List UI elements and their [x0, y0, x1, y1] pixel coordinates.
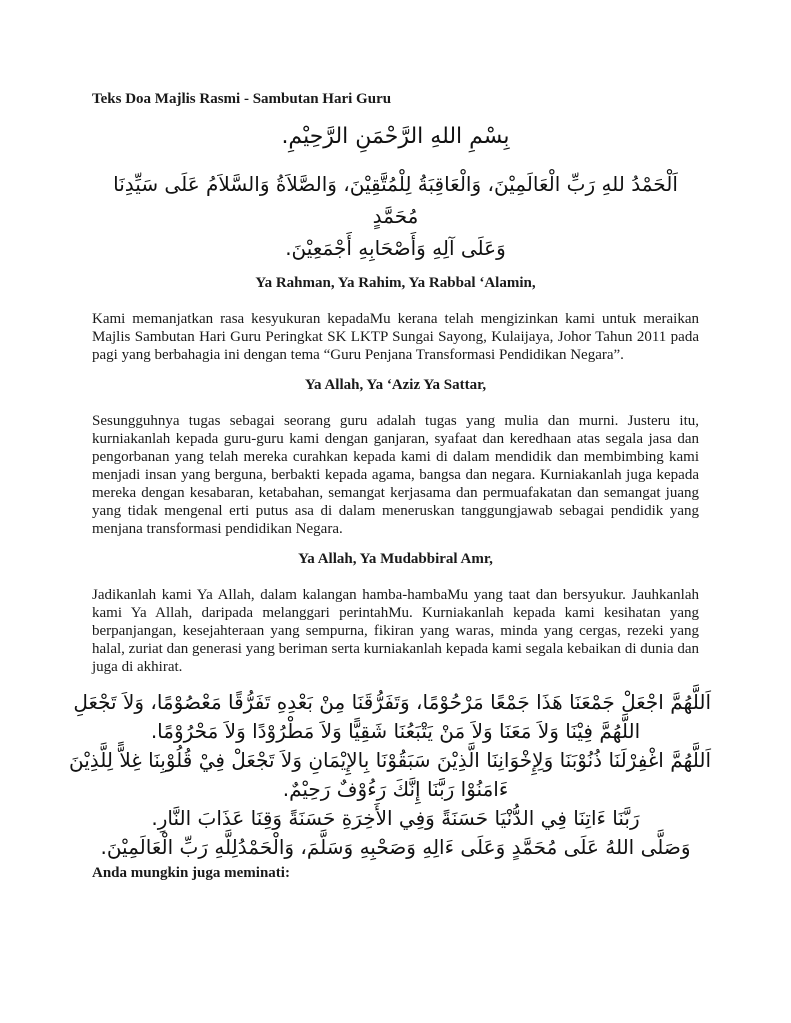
section-paragraph: Sesungguhnya tugas sebagai seorang guru adalah tugas yang mulia dan murni. Justeru itu, kurniakanlah kepada guru-guru kami dengan ganjaran, syafaat dan keredhaan atas segala jasa dan pengorbanan yang telah mereka curahkan kepada kami di dalam mendidik dan membimbing kami menjadi insan yang berguna, berbakti kepada agama, bangsa dan negara. Kurniakanlah juga kepada mereka dengan kesabaran, ketabahan, semangat kerjasama dan permuafakatan dan semangat juang yang tidak mengenal erti putus asa di dalam meneruskan tanggungjawab sebagai pendidik yang menjana transformasi pendidikan Negara.	[92, 413, 699, 537]
section-paragraph: Jadikanlah kami Ya Allah, dalam kalangan hamba-hambaMu yang taat dan bersyukur. Jauhkanlah kami Ya Allah, daripada melanggari perintahMu. Kurniakanlah kepada kami kesihatan yang berpanjangan, kesejahteraan yang sempurna, fikiran yang waras, minda yang cergas, rezeki yang halal, zuriat dan generasi yang beriman serta kurniakanlah kepada kami segala kebaikan di dunia dan juga di akhirat.	[92, 587, 699, 675]
prayer-line: وَصَلَّى اللهُ عَلَى مُحَمَّدٍ وَعَلَى ءَالِهِ وَصَحْبِهِ وَسَلَّمَ، وَالْحَمْدُلِلَّهِ رَبِّ الْعَالَمِيْنَ.	[100, 835, 691, 859]
prayer-line: ءَامَنُوْا رَبَّنَا إِنَّكَ رَءُوْفٌ رَحِيْمٌ.	[282, 777, 509, 801]
section-heading: Ya Allah, Ya Mudabbiral Amr,	[298, 551, 493, 567]
document-title: Teks Doa Majlis Rasmi - Sambutan Hari Guru	[92, 91, 392, 107]
document-page	[69, 90, 711, 882]
opening-praise-line: وَعَلَى آلِهِ وَأَصْحَابِهِ أَجْمَعِيْنَ.	[285, 236, 506, 260]
prayer-line: اَللَّهُمَّ اغْفِرْلَنَا ذُنُوْبَنَا وَلِإِخْوَانِنَا الَّذِيْنَ سَبَقُوْنَا بِالإِيْمَانِ وَلاَ تَجْعَلْ فِيْ قُلُوْبِنَا غِلاًّ لِلَّذِيْنَ	[69, 748, 711, 772]
opening-praise-line: اَلْحَمْدُ للهِ رَبِّ الْعَالَمِيْنَ، وَالْعَاقِبَةُ لِلْمُتَّقِيْنَ، وَالصَّلاَةُ وَالسَّلاَمُ عَلَى سَيِّدِنَا مُحَمَّدٍ	[113, 172, 678, 228]
section-heading: Ya Rahman, Ya Rahim, Ya Rabbal ‘Alamin,	[255, 275, 536, 291]
prayer-line: رَبَّنَا ءَاتِنَا فِي الدُّنْيَا حَسَنَةً وَفِي الأَخِرَةِ حَسَنَةً وَقِنَا عَذَابَ النَّارِ.	[151, 806, 640, 830]
section-paragraph: Kami memanjatkan rasa kesyukuran kepadaMu kerana telah mengizinkan kami untuk meraikan Majlis Sambutan Hari Guru Peringkat SK LKTP Sungai Sayong, Kulaijaya, Johor Tahun 2011 pada pagi yang berbahagia ini dengan tema “Guru Penjana Transformasi Pendidikan Negara”.	[92, 311, 699, 363]
section-heading: Ya Allah, Ya ‘Aziz Ya Sattar,	[304, 377, 487, 393]
opening-praise	[92, 168, 699, 264]
bismillah-text: بِسْمِ اللهِ الرَّحْمَنِ الرَّحِيْمِ.	[281, 124, 510, 149]
prayer-line: اللَّهُمَّ فِيْنَا وَلاَ مَعَنَا وَلاَ مَنْ يَتْبَعُنَا شَقِيًّا وَلاَ مَطْرُوْدًا وَلاَ مَحْرُوْمًا.	[150, 719, 641, 743]
related-content-label: Anda mungkin juga meminati:	[92, 865, 290, 881]
closing-prayer	[69, 688, 711, 862]
prayer-line: اَللَّهُمَّ اجْعَلْ جَمْعَنَا هَذَا جَمْعًا مَرْحُوْمًا، وَتَفَرُّقَنَا مِنْ بَعْدِهِ تَفَرُّقًا مَعْصُوْمًا، وَلاَ تَجْعَلِ	[73, 690, 711, 714]
